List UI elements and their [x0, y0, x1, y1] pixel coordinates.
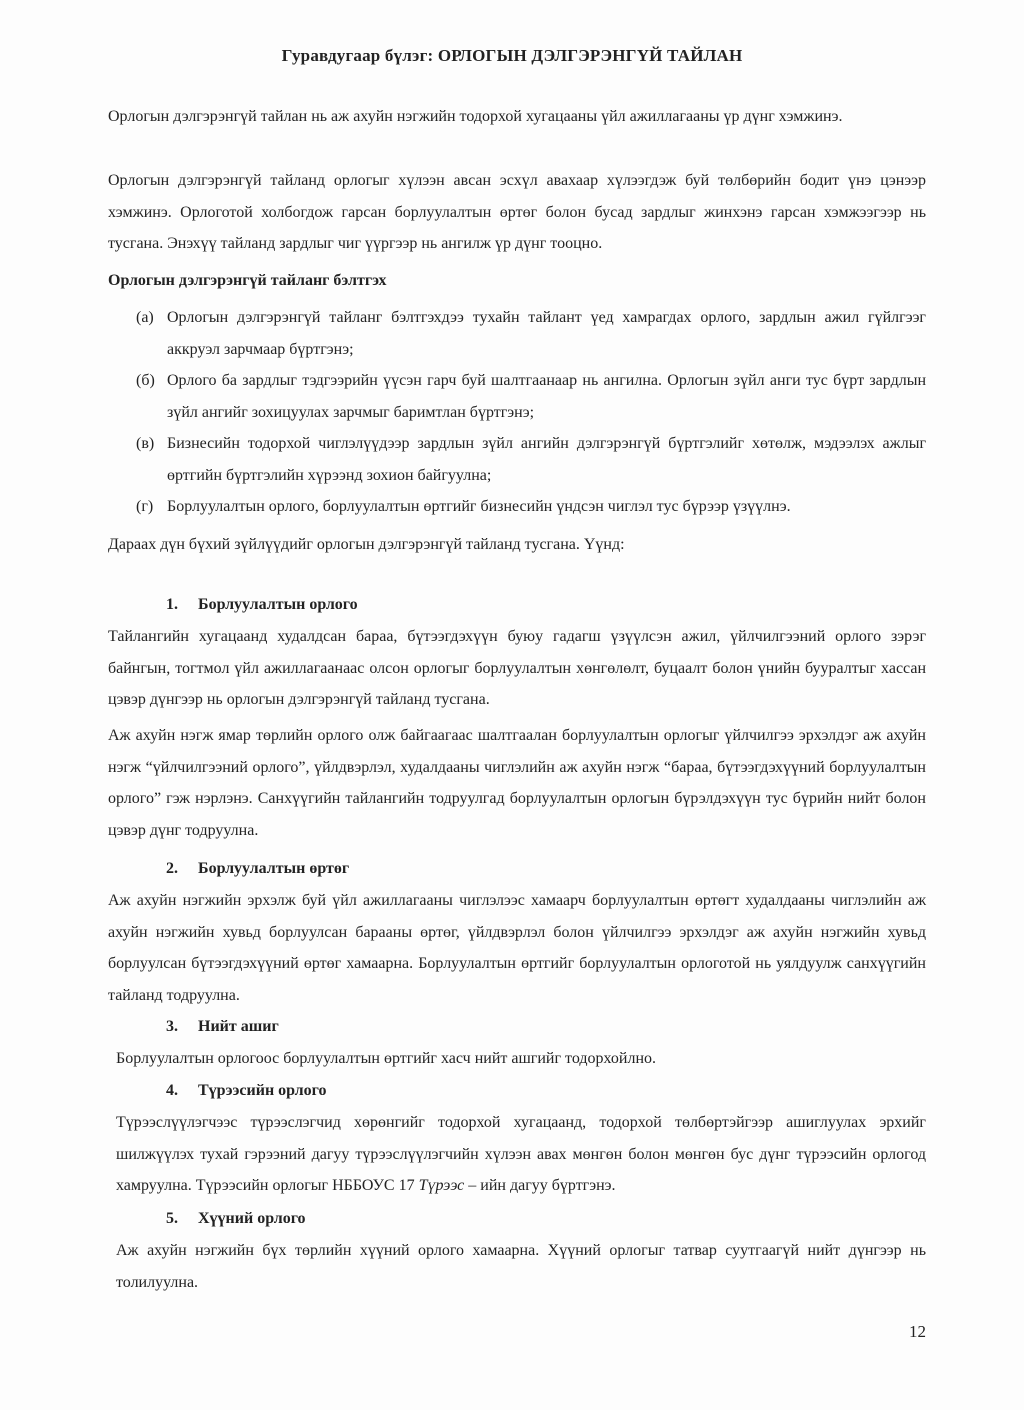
section-title: Борлуулалтын өртөг: [198, 860, 350, 877]
intro-paragraph-1: Орлогын дэлгэрэнгүй тайлан нь аж ахуйн нэгжийн тодорхой хугацааны үйл ажиллагааны үр дүнг хэмжинэ.: [108, 108, 843, 125]
section-1-paragraph-2: Аж ахуйн нэгж ямар төрлийн орлого олж байгаагаас шалтгаалан борлуулалтын орлогыг үйлчилгээ эрхэлдэг аж ахуйн нэгж “үйлчилгээний орлого”, үйлдвэрлэл, худалдааны чиглэлийн аж ахуйн нэгж “бараа, бүтээгдэхүүний борлуулалтын орлого” гэж нэрлэнэ. Санхүүгийн тайлангийн тодруулгад борлуулалтын орлогын бүрэлдэхүүн тус бүрийн нийт болон цэвэр дүнг тодруулна.: [108, 727, 926, 839]
section-heading-5: [166, 1210, 306, 1228]
section-heading-1: [166, 596, 358, 614]
section-4-text: Түрээслүүлэгчээс түрээслэгчид хөрөнгийг тодорхой хугацаанд, тодорхой төлбөртэйгээр ашиглуулах эрхийг шилжүүлэх тухай гэрээний дагуу түрээслүүлэгчийн хүлээн авах мөнгөн болон мөнгөн бус дүнг түрээсийн орлогод хамруулна. Түрээсийн орлогыг НББОУС 17: [116, 1114, 926, 1194]
list-item: [136, 428, 926, 491]
list-marker: (г): [136, 498, 154, 515]
list-text: Орлогын дэлгэрэнгүй тайланг бэлтгэхдээ тухайн тайлант үед хамрагдах орлого, зардлын ажил гүйлгээг аккруэл зарчмаар бүртгэнэ;: [167, 309, 926, 358]
section-heading-4: [166, 1082, 327, 1100]
section-number: 5.: [166, 1210, 178, 1227]
section-1-paragraph-1: Тайлангийн хугацаанд худалдсан бараа, бүтээгдэхүүн буюу гадагш үзүүлсэн ажил, үйлчилгээний орлого зэрэг байнгын, тогтмол үйл ажиллагаанаас олсон орлогыг борлуулалтын хөнгөлөлт, буцаалт болон үнийн бууралтыг хассан цэвэр дүнгээр нь орлогын дэлгэрэнгүй тайланд тусгана.: [108, 628, 926, 708]
section-number: 2.: [166, 860, 178, 877]
section-title: Нийт ашиг: [198, 1018, 279, 1035]
section-3-paragraph-1: Борлуулалтын орлогоос борлуулалтын өртгийг хасч нийт ашгийг тодорхойлно.: [116, 1050, 656, 1067]
section-4-text-tail: – ийн дагуу бүртгэнэ.: [464, 1177, 616, 1194]
section-title: Борлуулалтын орлого: [198, 596, 358, 613]
standard-reference: Түрээс: [418, 1177, 465, 1194]
section-title: Хүүний орлого: [198, 1210, 306, 1227]
list-text: Бизнесийн тодорхой чиглэлүүдээр зардлын зүйл ангийн дэлгэрэнгүй бүртгэлийг хөтөлж, мэдээлэх ажлыг өртгийн бүртгэлийн хүрээнд зохион байгуулна;: [167, 435, 926, 484]
list-marker: (а): [136, 309, 154, 326]
section-heading-3: [166, 1018, 279, 1036]
section-4-paragraph-1: [116, 1107, 926, 1202]
section-5-paragraph-1: Аж ахуйн нэгжийн бүх төрлийн хүүний орлого хамаарна. Хүүний орлогыг татвар суутгаагүй нийт дүнгээр нь толилуулна.: [116, 1242, 926, 1291]
list-item: [136, 302, 926, 365]
list-marker: (в): [136, 435, 155, 452]
list-text: Борлуулалтын орлого, борлуулалтын өртгийг бизнесийн үндсэн чиглэл тус бүрээр үзүүлнэ.: [167, 498, 791, 515]
section-title: Түрээсийн орлого: [198, 1082, 327, 1099]
prep-heading: Орлогын дэлгэрэнгүй тайланг бэлтгэх: [108, 272, 387, 289]
items-intro: Дараах дүн бүхий зүйлүүдийг орлогын дэлгэрэнгүй тайланд тусгана. Үүнд:: [108, 536, 625, 553]
list-marker: (б): [136, 372, 155, 389]
list-item: [136, 491, 926, 523]
page-title: Гуравдугаар бүлэг: ОРЛОГЫН ДЭЛГЭРЭНГҮЙ ТАЙЛАН: [281, 46, 743, 65]
section-heading-2: [166, 860, 349, 878]
list-text: Орлого ба зардлыг тэдгээрийн үүсэн гарч буй шалтгаанаар нь ангилна. Орлогын зүйл анги тус бүрт зардлын зүйл ангийг зохицуулах зарчмыг баримтлан бүртгэнэ;: [167, 372, 926, 421]
section-number: 4.: [166, 1082, 178, 1099]
section-number: 1.: [166, 596, 178, 613]
page-number: 12: [909, 1322, 926, 1341]
intro-paragraph-2: Орлогын дэлгэрэнгүй тайланд орлогыг хүлээн авсан эсхүл авахаар хүлээгдэж буй төлбөрийн бодит үнэ цэнээр хэмжинэ. Орлоготой холбогдож гарсан борлуулалтын өртөг болон бусад зардлыг жинхэнэ гарсан хэмжээгээр нь тусгана. Энэхүү тайланд зардлыг чиг үүргээр нь ангилж үр дүнг тооцно.: [108, 172, 926, 252]
list-item: [136, 365, 926, 428]
section-number: 3.: [166, 1018, 178, 1035]
section-2-paragraph-1: Аж ахуйн нэгжийн эрхэлж буй үйл ажиллагааны чиглэлээс хамаарч борлуулалтын өртөгт худалдааны чиглэлийн аж ахуйн нэгжийн хувьд борлуулсан барааны өртөг, үйлдвэрлэл болон үйлчилгээ эрхэлдэг аж ахуйн нэгжийн хувьд борлуулсан бүтээгдэхүүний өртөг хамаарна. Борлуулалтын өртгийг борлуулалтын орлоготой нь уялдуулж санхүүгийн тайланд тодруулна.: [108, 892, 926, 1004]
